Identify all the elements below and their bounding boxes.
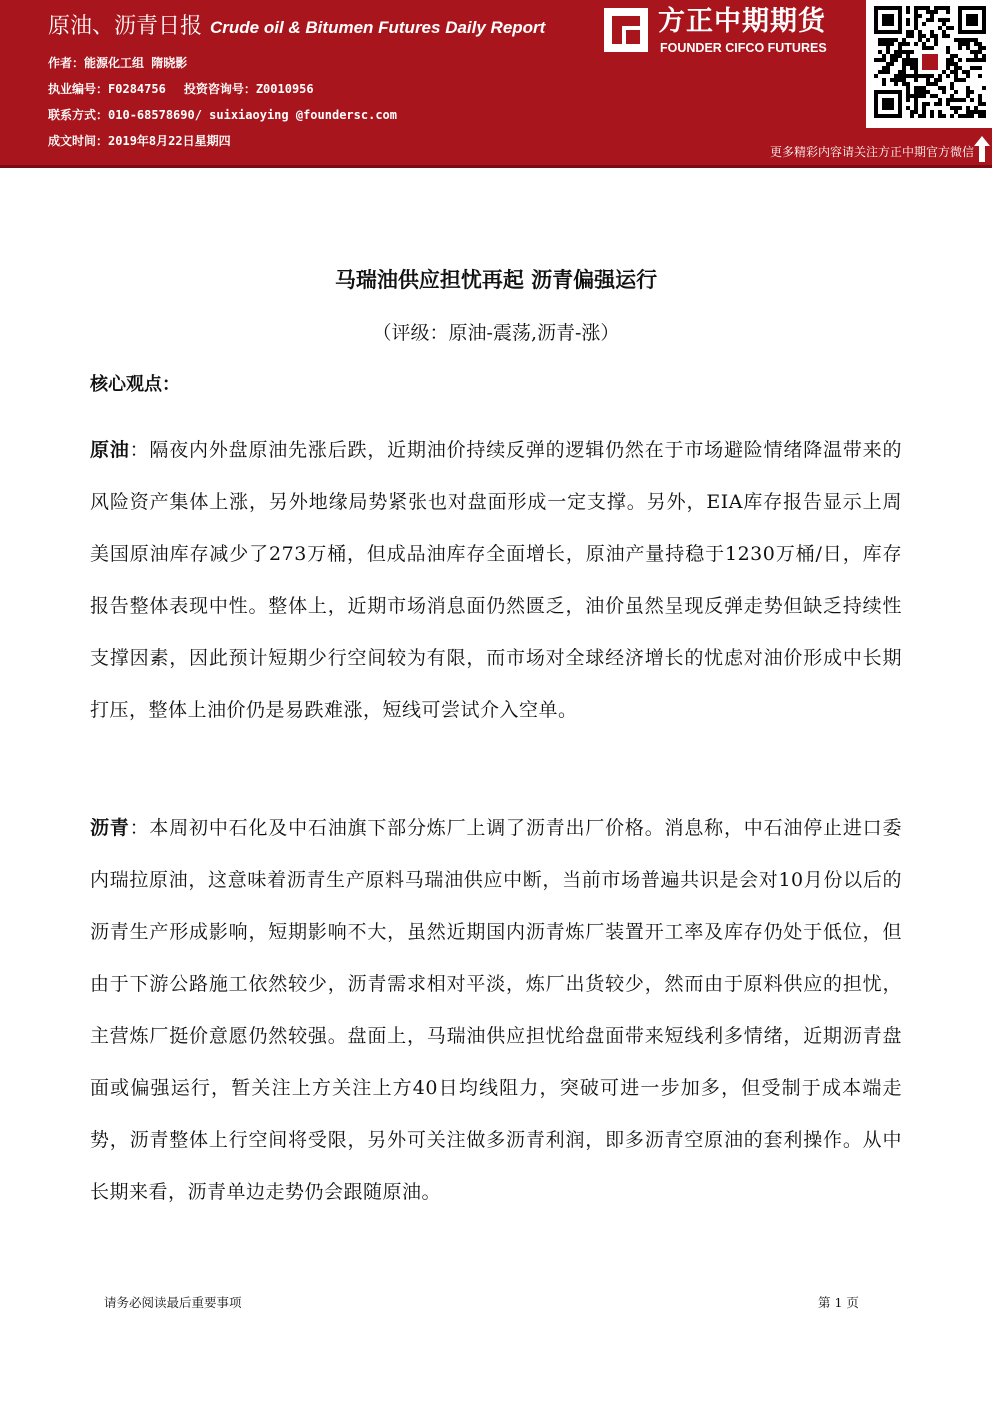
- bitumen-lead: 沥青: [90, 817, 130, 839]
- contact-value: 010-68578690/ suixiaoying @foundersc.com: [108, 108, 397, 122]
- contact-line: [48, 106, 397, 124]
- consult-label: 投资咨询号：: [183, 82, 256, 96]
- consult-value: Z0010956: [255, 82, 314, 96]
- contact-label: 联系方式：: [48, 108, 109, 122]
- report-title: [48, 10, 545, 44]
- document-title: 马瑞油供应担忧再起 沥青偏强运行: [334, 268, 658, 292]
- logo-name-cn: 方正中期期货: [658, 6, 826, 37]
- date-value: 2019年8月22日星期四: [108, 134, 231, 148]
- author-line: [48, 54, 187, 72]
- rating-line: （评级：原油-震荡,沥青-涨）: [372, 322, 620, 344]
- author-label: 作者：: [48, 56, 85, 70]
- license-value: F0284756: [108, 82, 166, 96]
- crude-oil-paragraph: [90, 424, 902, 736]
- crude-oil-text: ：隔夜内外盘原油先涨后跌，近期油价持续反弹的逻辑仍然在于市场避险情绪降温带来的风险资产集体上涨，另外地缘局势紧张也对盘面形成一定支撑。另外，EIA库存报告显示上周美国原油库存减少了273万桶，但成品油库存全面增长，原油产量持稳于1230万桶/日，库存报告整体表现中性。整体上，近期市场消息面仍然匮乏，油价虽然呈现反弹走势但缺乏持续性支撑因素，因此预计短期少行空间较为有限，而市场对全球经济增长的忧虑对油价形成中长期打压，整体上油价仍是易跌难涨，短线可尝试介入空单。: [90, 439, 902, 721]
- follow-wechat-text: 更多精彩内容请关注方正中期官方微信: [769, 145, 974, 159]
- author-value: 能源化工组 隋晓影: [84, 56, 188, 70]
- report-title-cn: 原油、沥青日报: [48, 14, 203, 39]
- crude-oil-lead: 原油: [90, 439, 130, 461]
- header-divider: [0, 165, 992, 168]
- footer-notice: 请务必阅读最后重要事项: [104, 1295, 242, 1310]
- wechat-qr-code[interactable]: [866, 0, 992, 128]
- founder-logo-icon: [604, 8, 648, 52]
- logo-name-en: FOUNDER CIFCO FUTURES: [660, 41, 827, 55]
- date-label: 成文时间：: [48, 134, 109, 148]
- report-title-en: Crude oil & Bitumen Futures Daily Report: [210, 18, 546, 37]
- qr-code-icon: [874, 6, 986, 118]
- license-line: [48, 80, 314, 98]
- core-view-label: 核心观点：: [90, 374, 180, 395]
- bitumen-paragraph: [90, 802, 902, 1218]
- up-arrow-icon: [974, 136, 990, 162]
- page-number: 第 1 页: [818, 1295, 859, 1310]
- license-label: 执业编号：: [48, 82, 109, 96]
- bitumen-text: ：本周初中石化及中石油旗下部分炼厂上调了沥青出厂价格。消息称，中石油停止进口委内瑞拉原油，这意味着沥青生产原料马瑞油供应中断，当前市场普遍共识是会对10月份以后的沥青生产形成影响，短期影响不大，虽然近期国内沥青炼厂装置开工率及库存仍处于低位，但由于下游公路施工依然较少，沥青需求相对平淡，炼厂出货较少，然而由于原料供应的担忧，主营炼厂挺价意愿仍然较强。盘面上，马瑞油供应担忧给盘面带来短线利多情绪，近期沥青盘面或偏强运行，暂关注上方关注上方40日均线阻力，突破可进一步加多，但受制于成本端走势，沥青整体上行空间将受限，另外可关注做多沥青利润，即多沥青空原油的套利操作。从中长期来看，沥青单边走势仍会跟随原油。: [90, 817, 902, 1203]
- date-line: [48, 132, 231, 150]
